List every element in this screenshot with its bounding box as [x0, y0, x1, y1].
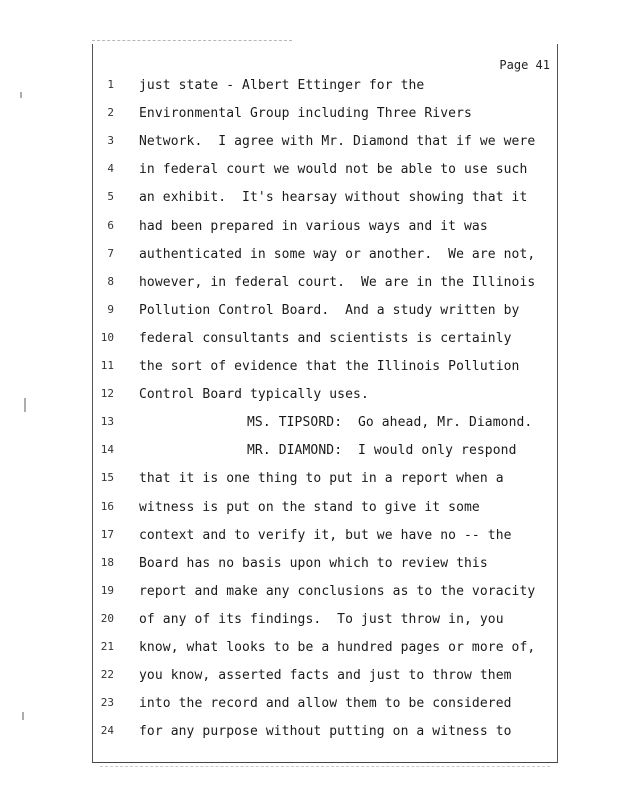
line-text: for any purpose without putting on a witness to [139, 724, 512, 740]
line-text: that it is one thing to put in a report when a [139, 471, 504, 487]
line-text: Network. I agree with Mr. Diamond that if we were [139, 134, 536, 150]
line-number: 19 [100, 583, 114, 597]
line-text: context and to verify it, but we have no -- the [139, 527, 512, 543]
transcript-line [92, 500, 556, 520]
line-number: 4 [107, 162, 114, 176]
line-text: the sort of evidence that the Illinois Pollution [139, 359, 520, 374]
line-text: authenticated in some way or another. We are not, [139, 246, 536, 262]
line-number: 16 [100, 499, 114, 513]
line-text: you know, asserted facts and just to throw them [139, 668, 512, 684]
line-text: report and make any conclusions as to the voracity [139, 583, 536, 599]
transcript-line [92, 331, 556, 351]
transcript-line [92, 247, 556, 267]
line-number: 9 [107, 302, 114, 316]
line-text: just state - Albert Ettinger for the [139, 78, 425, 93]
line-text: Pollution Control Board. And a study written by [139, 302, 520, 318]
transcript-line [92, 528, 556, 548]
transcript-line [92, 219, 556, 239]
transcript-line [92, 612, 556, 632]
transcript-line [92, 134, 556, 154]
line-number: 1 [107, 78, 114, 91]
line-text: Control Board typically uses. [139, 387, 369, 403]
line-number: 24 [100, 724, 114, 738]
line-text: into the record and allow them to be considered [139, 696, 512, 712]
line-number: 18 [100, 555, 114, 569]
line-number: 12 [100, 387, 114, 401]
line-number: 2 [107, 106, 114, 120]
line-number: 7 [107, 246, 114, 260]
line-number: 11 [100, 359, 114, 372]
transcript-line [92, 275, 556, 295]
line-number: 5 [107, 190, 114, 204]
transcript-line [92, 724, 556, 744]
line-text: know, what looks to be a hundred pages or more of, [139, 640, 536, 655]
line-text: had been prepared in various ways and it was [139, 218, 488, 234]
transcript-line [92, 696, 556, 716]
line-number: 22 [100, 668, 114, 682]
transcript-line [92, 78, 556, 98]
line-number: 10 [100, 330, 114, 344]
transcript-line [92, 190, 556, 210]
line-number: 3 [107, 134, 114, 148]
line-text: Environmental Group including Three Rivers [139, 106, 472, 122]
scan-mark [20, 92, 22, 98]
scan-mark [24, 398, 26, 412]
page-number: Page 41 [499, 58, 550, 72]
transcript-line [92, 415, 556, 435]
transcript-line [92, 584, 556, 604]
line-number: 15 [100, 471, 114, 485]
line-number: 6 [107, 218, 114, 232]
line-number: 14 [100, 443, 114, 457]
line-number: 17 [100, 527, 114, 541]
transcript-line [92, 668, 556, 688]
line-text: however, in federal court. We are in the Illinois [139, 274, 536, 290]
transcript-line [92, 106, 556, 126]
line-number: 21 [100, 640, 114, 653]
transcript-line [92, 303, 556, 323]
scan-artifact-bottom [100, 766, 550, 770]
line-number: 8 [107, 274, 114, 288]
transcript-line [92, 640, 556, 660]
line-text: in federal court we would not be able to use such [139, 162, 528, 178]
line-text: witness is put on the stand to give it some [139, 499, 480, 515]
line-number: 20 [100, 611, 114, 625]
line-text: an exhibit. It's hearsay without showing that it [139, 190, 528, 206]
transcript-line [92, 443, 556, 463]
line-number: 23 [100, 696, 114, 710]
line-text: MS. TIPSORD: Go ahead, Mr. Diamond. [247, 415, 533, 431]
line-text: Board has no basis upon which to review this [139, 555, 488, 571]
transcript-line [92, 162, 556, 182]
line-text: MR. DIAMOND: I would only respond [247, 443, 517, 459]
transcript-line [92, 359, 556, 379]
line-text: federal consultants and scientists is certainly [139, 330, 512, 346]
line-text: of any of its findings. To just throw in, you [139, 611, 504, 627]
transcript-line [92, 471, 556, 491]
scan-mark [22, 712, 24, 720]
line-number: 13 [100, 415, 114, 429]
transcript-line [92, 387, 556, 407]
transcript-line [92, 556, 556, 576]
